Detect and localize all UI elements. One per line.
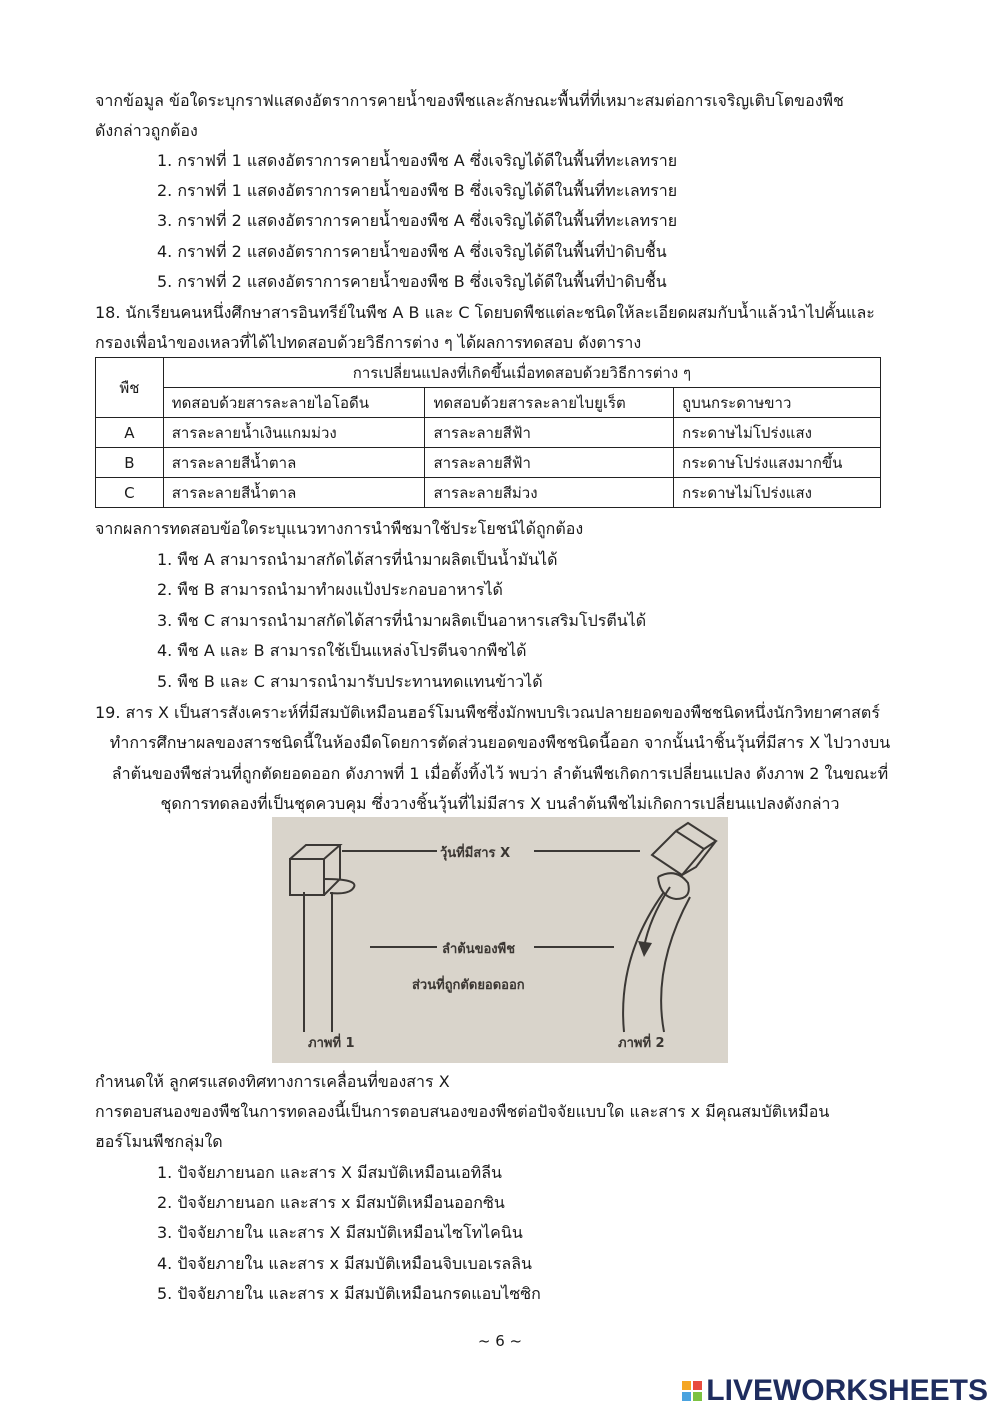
liveworksheets-logo	[682, 1374, 988, 1408]
table-row	[96, 418, 881, 448]
q18-question: จากผลการทดสอบข้อใดระบุแนวทางการนำพืชมาใช้ประโยชน์ได้ถูกต้อง	[95, 519, 584, 538]
table-cell: กระดาษไม่โปร่งแสง	[674, 478, 881, 508]
table-cell-plant: B	[96, 448, 164, 478]
q19-choice-1[interactable]: 1. ปัจจัยภายนอก และสาร X มีสมบัติเหมือนเอทิลีน	[157, 1163, 502, 1182]
q19-note: กำหนดให้ ลูกศรแสดงทิศทางการเคลื่อนที่ของสาร X	[95, 1072, 450, 1091]
q18-choice-3[interactable]: 3. พืช C สามารถนำมาสกัดได้สารที่นำมาผลิตเป็นอาหารเสริมโปรตีนได้	[157, 611, 647, 630]
agar-block-1-front	[290, 859, 324, 895]
q19-question-line1: การตอบสนองของพืชในการทดลองนี้เป็นการตอบสนองของพืชต่อปัจจัยแบบใด และสาร x มีคุณสมบัติเหมือน	[95, 1102, 830, 1121]
table-cell: สารละลายสีน้ำตาล	[163, 478, 425, 508]
q18-stem-line1: 18. นักเรียนคนหนึ่งศึกษาสารอินทรีย์ในพืช A B และ C โดยบดพืชแต่ละชนิดให้ละเอียดผสมกับน้ำแล้วนำไปคั้นและ	[95, 303, 875, 322]
brand-text: LIVEWORKSHEETS	[706, 1374, 988, 1407]
table-cell: กระดาษไม่โปร่งแสง	[674, 418, 881, 448]
table-cell: สารละลายน้ำเงินแกมม่วง	[163, 418, 425, 448]
table-cell-plant: A	[96, 418, 164, 448]
brand-grid-icon	[682, 1381, 702, 1401]
q17-choice-3[interactable]: 3. กราฟที่ 2 แสดงอัตราการคายน้ำของพืช A ซึ่งเจริญได้ดีในพื้นที่ทะเลทราย	[157, 211, 678, 230]
table-header-biuret: ทดสอบด้วยสารละลายไบยูเร็ต	[425, 388, 674, 418]
table-cell: สารละลายสีม่วง	[425, 478, 674, 508]
table-row	[96, 478, 881, 508]
q18-stem-line2: กรองเพื่อนำของเหลวที่ได้ไปทดสอบด้วยวิธีการต่าง ๆ ได้ผลการทดสอบ ดังตาราง	[95, 333, 642, 352]
table-cell: สารละลายสีฟ้า	[425, 418, 674, 448]
q18-choice-2[interactable]: 2. พืช B สามารถนำมาทำผงแป้งประกอบอาหารได้	[157, 580, 503, 599]
q17-choice-1[interactable]: 1. กราฟที่ 1 แสดงอัตราการคายน้ำของพืช A ซึ่งเจริญได้ดีในพื้นที่ทะเลทราย	[157, 151, 678, 170]
q19-stem-line4: ชุดการทดลองที่เป็นชุดควบคุม ซึ่งวางชิ้นวุ้นที่ไม่มีสาร X บนลำต้นพืชไม่เกิดการเปลี่ยนแปลงดังกล่าว	[160, 794, 840, 813]
table-header-group: การเปลี่ยนแปลงที่เกิดขึ้นเมื่อทดสอบด้วยวิธีการต่าง ๆ	[163, 358, 880, 388]
q19-stem-line3: ลำต้นของพืชส่วนที่ถูกตัดยอดออก ดังภาพที่ 1 เมื่อตั้งทิ้งไว้ พบว่า ลำต้นพืชเกิดการเปลี่ยนแปลง ดังภาพ 2 ในขณะที่	[111, 764, 889, 783]
label-agar: วุ้นที่มีสาร X	[440, 846, 511, 861]
q17-choice-5[interactable]: 5. กราฟที่ 2 แสดงอัตราการคายน้ำของพืช B ซึ่งเจริญได้ดีในพื้นที่ป่าดิบชื้น	[157, 272, 667, 291]
q18-choice-1[interactable]: 1. พืช A สามารถนำมาสกัดได้สารที่นำมาผลิตเป็นน้ำมันได้	[157, 550, 558, 569]
q19-choice-2[interactable]: 2. ปัจจัยภายนอก และสาร x มีสมบัติเหมือนออกซิน	[157, 1193, 505, 1212]
table-row	[96, 448, 881, 478]
table-cell: สารละลายสีน้ำตาล	[163, 448, 425, 478]
agar-block-1-top	[290, 845, 340, 895]
agar-block-2-top	[676, 823, 716, 875]
q19-choice-4[interactable]: 4. ปัจจัยภายใน และสาร x มีสมบัติเหมือนจิบเบอเรลลิน	[157, 1254, 532, 1273]
q19-choice-5[interactable]: 5. ปัจจัยภายใน และสาร x มีสมบัติเหมือนกรดแอบไซซิก	[157, 1284, 541, 1303]
q19-diagram	[272, 817, 728, 1063]
q17-choice-4[interactable]: 4. กราฟที่ 2 แสดงอัตราการคายน้ำของพืช A ซึ่งเจริญได้ดีในพื้นที่ป่าดิบชื้น	[157, 242, 667, 261]
label-stem-line2: ส่วนที่ถูกตัดยอดออก	[412, 978, 525, 993]
q19-stem-line1: 19. สาร X เป็นสารสังเคราะห์ที่มีสมบัติเหมือนฮอร์โมนพืชซึ่งมักพบบริเวณปลายยอดของพืชชนิดหนึ่งนักวิทยาศาสตร์	[95, 703, 880, 722]
q18-choice-4[interactable]: 4. พืช A และ B สามารถใช้เป็นแหล่งโปรตีนจากพืชได้	[157, 641, 527, 660]
q17-stem-line2: ดังกล่าวถูกต้อง	[95, 121, 198, 140]
table-cell: กระดาษโปร่งแสงมากขึ้น	[674, 448, 881, 478]
stem-1	[304, 892, 332, 1032]
agar-block-2-front	[652, 831, 704, 875]
stem-2	[623, 892, 690, 1032]
page-number: ~ 6 ~	[477, 1332, 523, 1350]
table-header-plant: พืช	[96, 358, 164, 418]
q17-stem-line1: จากข้อมูล ข้อใดระบุกราฟแสดงอัตราการคายน้ำของพืชและลักษณะพื้นที่ที่เหมาะสมต่อการเจริญเติบโตของพืช	[95, 91, 844, 110]
table-cell-plant: C	[96, 478, 164, 508]
label-figure-1: ภาพที่ 1	[308, 1036, 355, 1051]
q18-results-table	[95, 357, 881, 508]
q19-stem-line2: ทำการศึกษาผลของสารชนิดนี้ในห้องมืดโดยการตัดส่วนยอดของพืชชนิดนี้ออก จากนั้นนำชิ้นวุ้นที่มีสาร X ไปวางบน	[109, 733, 891, 752]
table-header-paper: ถูบนกระดาษขาว	[674, 388, 881, 418]
q17-choice-2[interactable]: 2. กราฟที่ 1 แสดงอัตราการคายน้ำของพืช B ซึ่งเจริญได้ดีในพื้นที่ทะเลทราย	[157, 181, 678, 200]
table-cell: สารละลายสีฟ้า	[425, 448, 674, 478]
arrow-head-icon	[638, 941, 652, 957]
q19-question-line2: ฮอร์โมนพืชกลุ่มใด	[95, 1132, 223, 1151]
q19-choice-3[interactable]: 3. ปัจจัยภายใน และสาร X มีสมบัติเหมือนไซโทไคนิน	[157, 1223, 523, 1242]
q18-choice-5[interactable]: 5. พืช B และ C สามารถนำมารับประทานทดแทนข้าวได้	[157, 672, 543, 691]
label-stem-line1: ลำต้นของพืช	[442, 942, 516, 957]
label-figure-2: ภาพที่ 2	[618, 1036, 665, 1051]
table-header-iodine: ทดสอบด้วยสารละลายไอโอดีน	[163, 388, 425, 418]
